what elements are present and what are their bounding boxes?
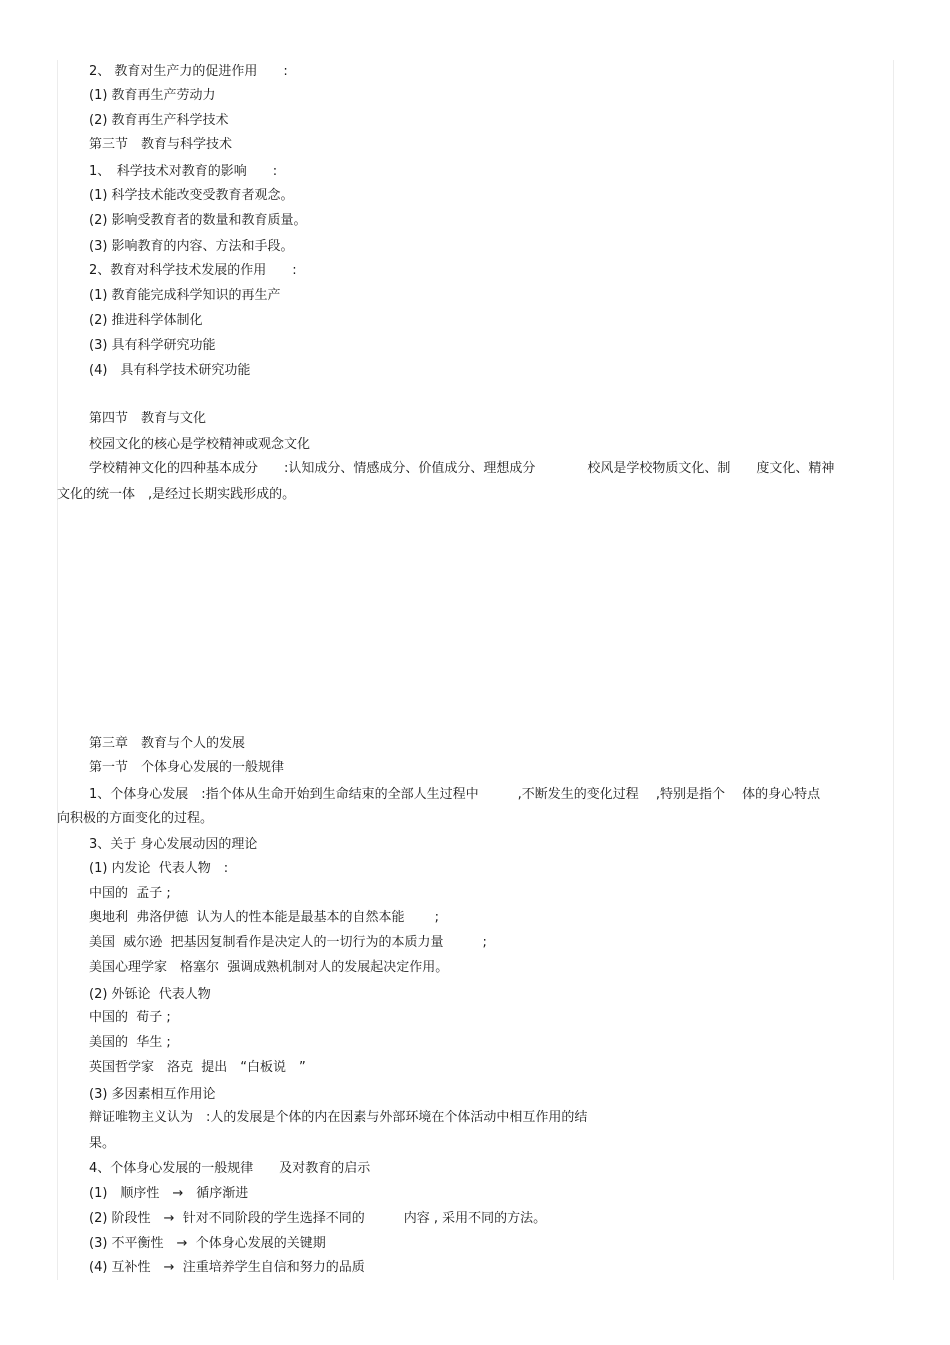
text-line: 美国心理学家 格塞尔 强调成熟机制对人的发展起决定作用。 (89, 960, 449, 975)
text-line: (2) 外铄论 代表人物 (89, 987, 211, 1002)
text-line: 果。 (89, 1136, 116, 1151)
text-line: 3、关于 身心发展动因的理论 (89, 837, 258, 852)
section-heading: 第四节 教育与文化 (89, 411, 207, 426)
text-line: (3) 多因素相互作用论 (89, 1087, 216, 1102)
text-line: (1) 顺序性 → 循序渐进 (89, 1186, 249, 1201)
text-line: (4) 具有科学技术研究功能 (89, 363, 251, 378)
section-heading: 第一节 个体身心发展的一般规律 (89, 760, 285, 775)
left-margin-line (57, 60, 58, 1280)
right-margin-line (893, 60, 894, 1280)
text-line: 学校精神文化的四种基本成分 :认知成分、情感成分、价值成分、理想成分 校风是学校物质文化、制 度文化、精神 (89, 461, 835, 476)
text-line: 美国 威尔逊 把基因复制看作是决定人的一切行为的本质力量 ; (89, 935, 487, 950)
text-line: 向积极的方面变化的过程。 (57, 811, 214, 826)
text-line: 2、教育对科学技术发展的作用 : (89, 263, 297, 278)
text-line: (3) 具有科学研究功能 (89, 338, 216, 353)
text-line: 美国的 华生 ; (89, 1035, 171, 1050)
text-line: 英国哲学家 洛克 提出 “白板说 ” (89, 1060, 306, 1075)
text-line: (2) 影响受教育者的数量和教育质量。 (89, 213, 307, 228)
text-line: 1、 科学技术对教育的影响 : (89, 164, 278, 179)
section-heading: 第三节 教育与科学技术 (89, 137, 233, 152)
text-line: (1) 教育能完成科学知识的再生产 (89, 288, 281, 303)
text-line: 1、个体身心发展 :指个体从生命开始到生命结束的全部人生过程中 ,不断发生的变化过程 ,特别是指个 体的身心特点 (89, 787, 821, 802)
text-line: (1) 内发论 代表人物 : (89, 861, 229, 876)
text-line: 中国的 孟子 ; (89, 886, 171, 901)
text-line: 奥地利 弗洛伊德 认为人的性本能是最基本的自然本能 ; (89, 910, 440, 925)
text-line: (1) 教育再生产劳动力 (89, 88, 216, 103)
text-line: (4) 互补性 → 注重培养学生自信和努力的品质 (89, 1260, 365, 1275)
text-line: (2) 教育再生产科学技术 (89, 113, 229, 128)
text-line: 辩证唯物主义认为 :人的发展是个体的内在因素与外部环境在个体活动中相互作用的结 (89, 1110, 588, 1125)
text-line: (3) 不平衡性 → 个体身心发展的关键期 (89, 1236, 326, 1251)
text-line: (1) 科学技术能改变受教育者观念。 (89, 188, 294, 203)
text-line: (2) 阶段性 → 针对不同阶段的学生选择不同的 内容 , 采用不同的方法。 (89, 1211, 547, 1226)
text-line: 4、个体身心发展的一般规律 及对教育的启示 (89, 1161, 371, 1176)
text-line: 校园文化的核心是学校精神或观念文化 (89, 437, 311, 452)
text-line: (2) 推进科学体制化 (89, 313, 203, 328)
chapter-heading: 第三章 教育与个人的发展 (89, 736, 246, 751)
text-line: (3) 影响教育的内容、方法和手段。 (89, 239, 294, 254)
text-line: 2、 教育对生产力的促进作用 : (89, 64, 288, 79)
text-line: 文化的统一体 ,是经过长期实践形成的。 (57, 487, 296, 502)
text-line: 中国的 荀子 ; (89, 1010, 171, 1025)
